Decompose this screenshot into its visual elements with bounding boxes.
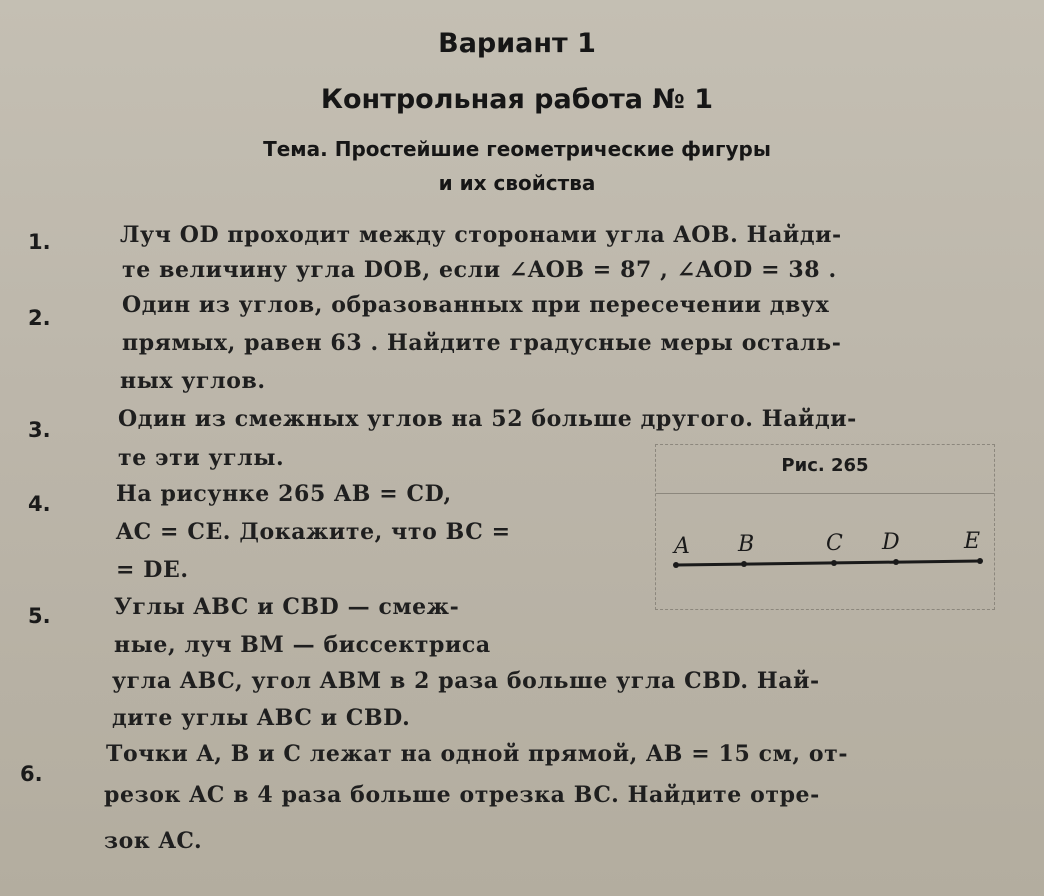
point-label-a: A: [674, 534, 690, 559]
problem-number-2: 2.: [28, 306, 51, 330]
figure-divider: [656, 493, 994, 494]
problem-6-line-1: Точки A, B и C лежат на одной прямой, AB = 15 см, от-: [106, 741, 849, 767]
problem-1-line-1: Луч OD проходит между сторонами угла AOB. Найди-: [120, 222, 842, 248]
problem-number-5: 5.: [28, 604, 51, 628]
problem-6-line-2: резок AC в 4 раза больше отрезка BC. Найдите отре-: [104, 782, 820, 808]
point-label-d: D: [882, 530, 900, 555]
problem-number-6: 6.: [20, 762, 43, 786]
variant-heading: Вариант 1: [438, 28, 596, 59]
problem-3-line-1: Один из смежных углов на 52 больше другого. Найди-: [118, 406, 857, 432]
point-label-b: B: [738, 532, 755, 557]
problem-5-line-2: ные, луч BM — биссектриса: [114, 632, 491, 658]
problem-number-3: 3.: [28, 418, 51, 442]
point-marker-c: [831, 560, 837, 566]
problem-number-1: 1.: [28, 230, 51, 254]
problem-2-line-1: Один из углов, образованных при пересечении двух: [122, 292, 830, 318]
problem-6-line-3: зок AC.: [104, 828, 203, 854]
topic-line-2: и их свойства: [438, 171, 596, 195]
problem-1-line-2: те величину угла DOB, если ∠AOB = 87 , ∠AOD = 38 .: [122, 257, 837, 283]
problem-2-line-3: ных углов.: [120, 368, 266, 394]
problem-4-line-1: На рисунке 265 AB = CD,: [116, 481, 452, 507]
problem-3-line-2: те эти углы.: [118, 445, 285, 471]
problem-5-line-3: угла ABC, угол ABM в 2 раза больше угла CBD. Най-: [112, 668, 820, 694]
figure-265: [655, 444, 995, 610]
problem-4-line-3: = DE.: [116, 557, 189, 583]
point-label-c: C: [826, 531, 843, 556]
segment-line: [676, 561, 980, 565]
point-marker-e: [977, 558, 983, 564]
problem-number-4: 4.: [28, 492, 51, 516]
problem-2-line-2: прямых, равен 63 . Найдите градусные меры осталь-: [122, 330, 842, 356]
problem-4-line-2: AC = CE. Докажите, что BC =: [116, 519, 511, 545]
point-marker-d: [893, 559, 899, 565]
point-label-e: E: [964, 529, 981, 554]
problem-5-line-1: Углы ABC и CBD — смеж-: [114, 594, 460, 620]
figure-caption: Рис. 265: [781, 455, 869, 476]
problem-5-line-4: дите углы ABC и CBD.: [112, 705, 411, 731]
topic-line-1: Тема. Простейшие геометрические фигуры: [263, 137, 771, 161]
segment-diagram: [656, 495, 994, 605]
point-marker-a: [673, 562, 679, 568]
point-marker-b: [741, 561, 747, 567]
test-title: Контрольная работа № 1: [320, 84, 714, 115]
